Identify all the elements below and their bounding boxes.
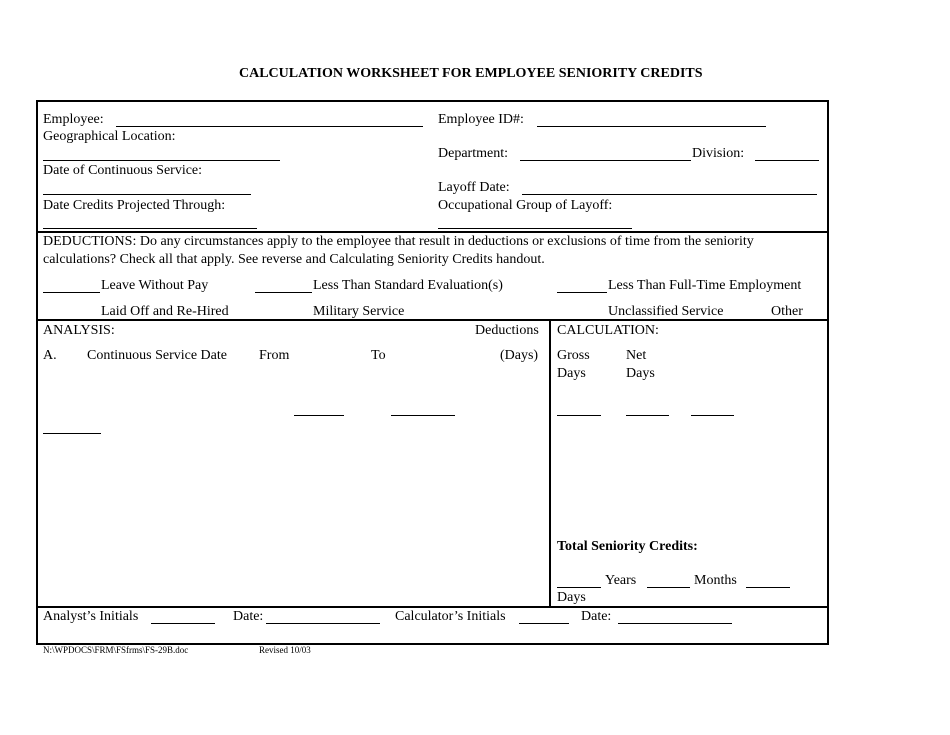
from-label: From xyxy=(259,348,290,363)
division-field[interactable] xyxy=(755,160,819,161)
layoff-date-label: Layoff Date: xyxy=(438,180,510,195)
divider-analysis-signoff xyxy=(36,606,829,608)
continuous-service-label: Date of Continuous Service: xyxy=(43,163,203,178)
department-label: Department: xyxy=(438,146,508,161)
years-field[interactable] xyxy=(557,587,601,588)
to-label: To xyxy=(371,348,386,363)
division-label: Division: xyxy=(692,146,745,161)
extra-days-field[interactable] xyxy=(691,415,734,416)
file-path: N:\WPDOCS\FRM\FSfrms\FS-29B.doc xyxy=(43,645,189,655)
checkbox-less-than-standard[interactable] xyxy=(255,292,312,293)
total-days-field[interactable] xyxy=(746,587,790,588)
analyst-initials-field[interactable] xyxy=(151,623,215,624)
deductions-prompt-line1: DEDUCTIONS: Do any circumstances apply to the employee that result in deductions or exclusions of time from the seniority xyxy=(43,234,754,249)
analyst-initials-label: Analyst’s Initials xyxy=(43,609,139,624)
net-days-label: Days xyxy=(626,366,655,381)
option-other[interactable]: Other xyxy=(771,304,803,319)
employee-id-field[interactable] xyxy=(537,126,766,127)
net-days-field[interactable] xyxy=(626,415,669,416)
option-laid-off-rehired[interactable]: Laid Off and Re-Hired xyxy=(101,304,229,319)
revision-note: Revised 10/03 xyxy=(259,645,311,655)
occupational-group-field[interactable] xyxy=(438,228,632,229)
calculation-heading: CALCULATION: xyxy=(557,323,659,338)
employee-label: Employee: xyxy=(43,112,104,127)
analysis-heading: ANALYSIS: xyxy=(43,323,115,338)
gross-days-field[interactable] xyxy=(557,415,601,416)
continuous-service-field[interactable] xyxy=(43,194,251,195)
credits-projected-label: Date Credits Projected Through: xyxy=(43,198,226,213)
checkbox-leave-without-pay[interactable] xyxy=(43,292,100,293)
months-label: Months xyxy=(694,573,737,588)
form-border xyxy=(36,100,829,645)
months-field[interactable] xyxy=(647,587,690,588)
total-days-label: Days xyxy=(557,590,586,605)
layoff-date-field[interactable] xyxy=(522,194,817,195)
analyst-date-field[interactable] xyxy=(266,623,380,624)
credits-projected-field[interactable] xyxy=(43,228,257,229)
row-a-label: A. xyxy=(43,348,57,363)
total-seniority-credits-label: Total Seniority Credits: xyxy=(557,539,698,554)
geo-location-label: Geographical Location: xyxy=(43,129,176,144)
to-field[interactable] xyxy=(391,415,455,416)
continuous-service-date-label: Continuous Service Date xyxy=(87,348,227,363)
years-label: Years xyxy=(605,573,637,588)
days-column-label: (Days) xyxy=(500,348,539,363)
deductions-prompt-line2: calculations? Check all that apply. See reverse and Calculating Seniority Credits handout. xyxy=(43,252,545,267)
calculator-date-field[interactable] xyxy=(618,623,732,624)
deductions-column-label: Deductions xyxy=(475,323,539,338)
employee-field[interactable] xyxy=(116,126,423,127)
department-field[interactable] xyxy=(520,160,691,161)
page-title: CALCULATION WORKSHEET FOR EMPLOYEE SENIORITY CREDITS xyxy=(239,66,703,81)
calculator-date-label: Date: xyxy=(581,609,612,624)
gross-label: Gross xyxy=(557,348,590,363)
divider-analysis-calculation xyxy=(549,320,551,606)
checkbox-less-than-full-time[interactable] xyxy=(557,292,607,293)
geo-location-field[interactable] xyxy=(43,160,280,161)
calculator-initials-label: Calculator’s Initials xyxy=(395,609,506,624)
continuous-service-date-field[interactable] xyxy=(43,433,101,434)
from-field[interactable] xyxy=(294,415,344,416)
net-label: Net xyxy=(626,348,647,363)
option-unclassified-service[interactable]: Unclassified Service xyxy=(608,304,724,319)
employee-id-label: Employee ID#: xyxy=(438,112,524,127)
calculator-initials-field[interactable] xyxy=(519,623,569,624)
gross-days-label: Days xyxy=(557,366,586,381)
option-less-than-standard: Less Than Standard Evaluation(s) xyxy=(313,278,503,293)
option-less-than-full-time: Less Than Full-Time Employment xyxy=(608,278,802,293)
occupational-group-label: Occupational Group of Layoff: xyxy=(438,198,613,213)
analyst-date-label: Date: xyxy=(233,609,264,624)
option-military-service[interactable]: Military Service xyxy=(313,304,405,319)
option-leave-without-pay: Leave Without Pay xyxy=(101,278,209,293)
divider-employee-deductions xyxy=(36,231,829,233)
